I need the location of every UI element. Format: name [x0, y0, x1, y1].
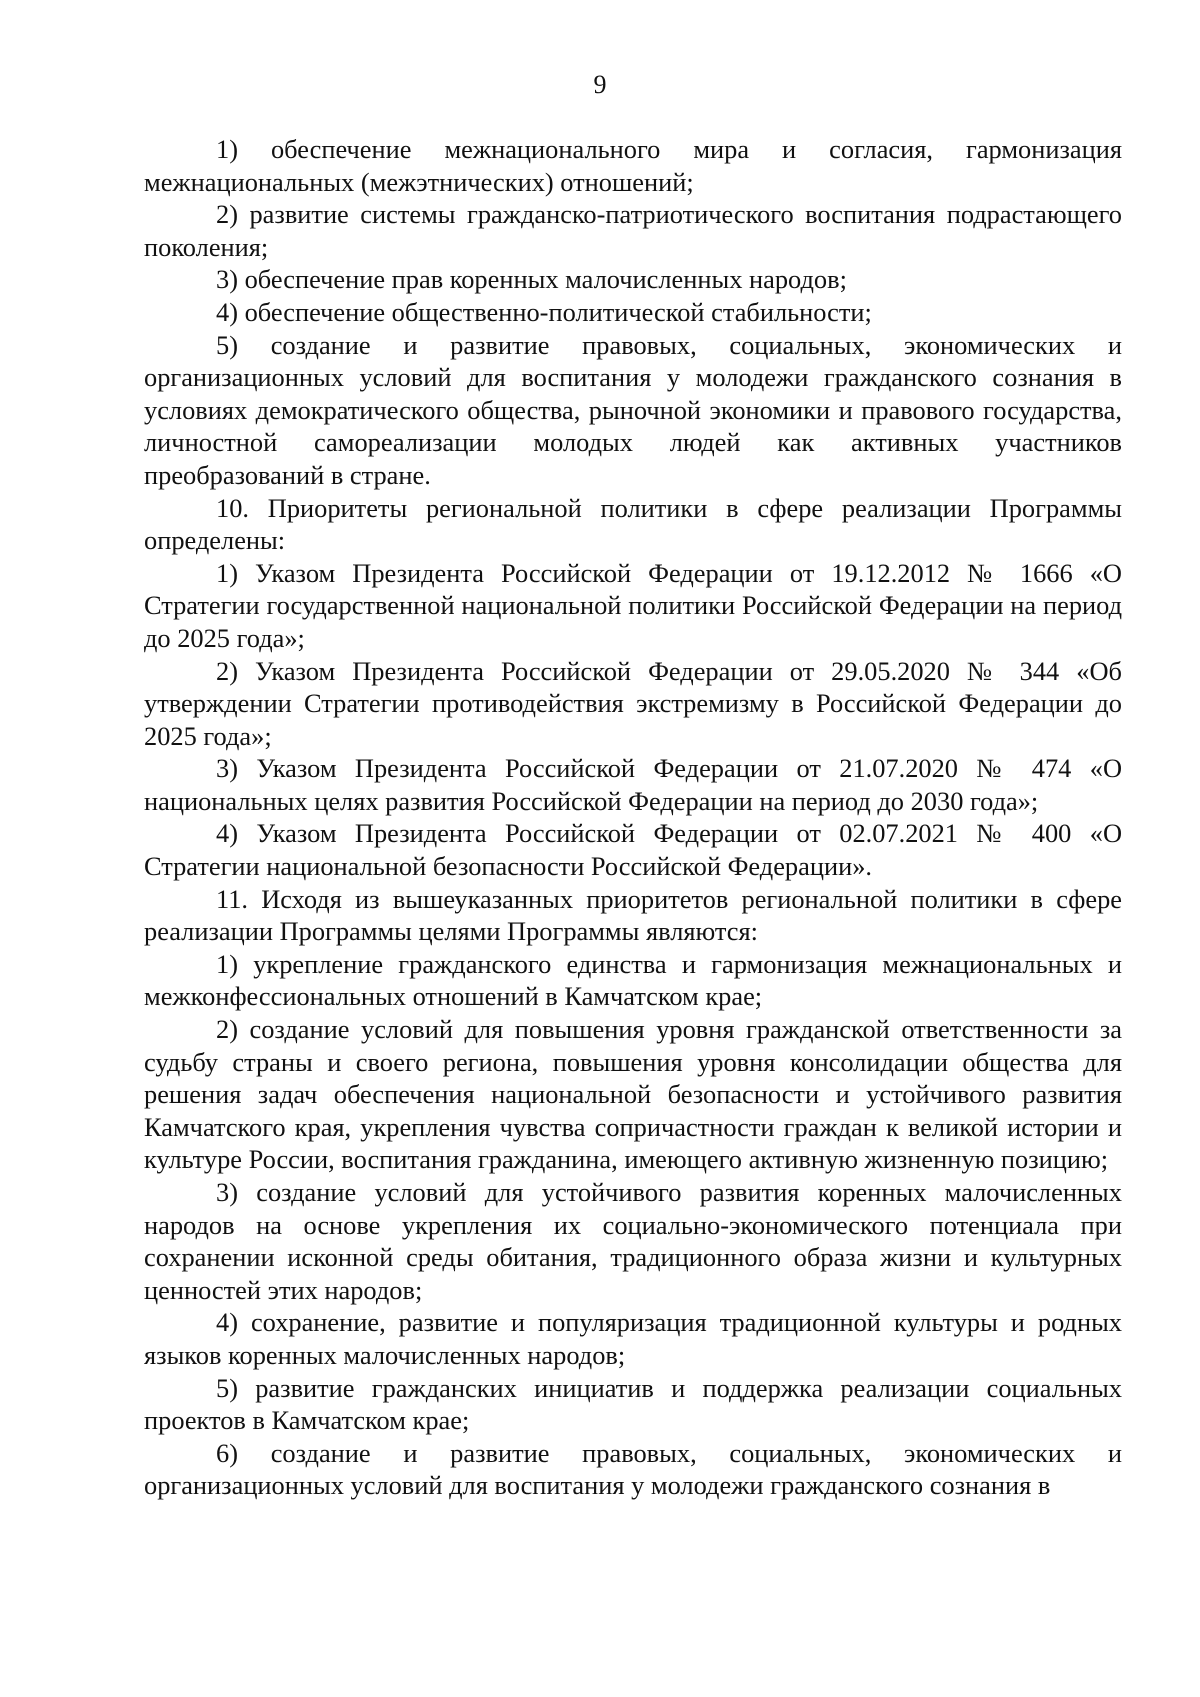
- goal-youth-conditions: 6) создание и развитие правовых, социальных, экономических и организационных условий для воспитания у молодежи гражданского сознания в: [144, 1437, 1122, 1501]
- goal-civic-responsibility: 2) создание условий для повышения уровня гражданской ответственности за судьбу страны и своего региона, повышения уровня консолидации общества для решения задач обеспечения национальной безопасности и устойчивого развития Камчатского края, укрепления чувства сопричастности граждан к великой истории и культуре России, воспитания гражданина, имеющего активную жизненную позицию;: [144, 1014, 1122, 1175]
- decree-344: 2) Указом Президента Российской Федерации от 29.05.2020 № 344 «Об утверждении Стратегии противодействия экстремизму в Российской Федерации до 2025 года»;: [144, 655, 1122, 751]
- page-number: 9: [593, 70, 607, 99]
- list-item-harmonization: 1) обеспечение межнационального мира и согласия, гармонизация межнациональных (межэтнических) отношений;: [144, 134, 1122, 197]
- decree-400: 4) Указом Президента Российской Федерации от 02.07.2021 № 400 «О Стратегии национальной безопасности Российской Федерации».: [144, 818, 1122, 882]
- goal-civic-initiatives: 5) развитие гражданских инициатив и поддержка реализации социальных проектов в Камчатском крае;: [144, 1372, 1122, 1436]
- decree-474: 3) Указом Президента Российской Федерации от 21.07.2020 № 474 «О национальных целях развития Российской Федерации на период до 2030 года»;: [144, 753, 1122, 816]
- goal-indigenous-development: 3) создание условий для устойчивого развития коренных малочисленных народов на основе укрепления их социально-экономического потенциала при сохранении исконной среды обитания, традиционного образа жизни и культурных ценностей этих народов;: [144, 1177, 1122, 1305]
- list-item-youth-conditions: 5) создание и развитие правовых, социальных, экономических и организационных условий для воспитания у молодежи гражданского сознания в условиях демократического общества, рыночной экономики и правового государства, личностной самореализации молодых людей как активных участников преобразований в стране.: [144, 329, 1122, 490]
- goal-civic-unity: 1) укрепление гражданского единства и гармонизация межнациональных и межконфессиональных отношений в Камчатском крае;: [144, 948, 1122, 1012]
- decree-1666: 1) Указом Президента Российской Федерации от 19.12.2012 № 1666 «О Стратегии государственной национальной политики Российской Федерации на период до 2025 года»;: [144, 557, 1122, 653]
- list-item-patriotic-education: 2) развитие системы гражданско-патриотического воспитания подрастающего поколения;: [144, 199, 1122, 262]
- document-body: [144, 133, 1122, 1502]
- section-11-goals: 11. Исходя из вышеуказанных приоритетов региональной политики в сфере реализации Программы целями Программы являются:: [144, 883, 1122, 947]
- section-10-priorities: 10. Приоритеты региональной политики в сфере реализации Программы определены:: [144, 492, 1122, 556]
- goal-traditional-culture: 4) сохранение, развитие и популяризация традиционной культуры и родных языков коренных малочисленных народов;: [144, 1307, 1122, 1370]
- list-item-political-stability: 4) обеспечение общественно-политической стабильности;: [216, 296, 872, 327]
- list-item-indigenous-rights: 3) обеспечение прав коренных малочисленных народов;: [216, 264, 847, 295]
